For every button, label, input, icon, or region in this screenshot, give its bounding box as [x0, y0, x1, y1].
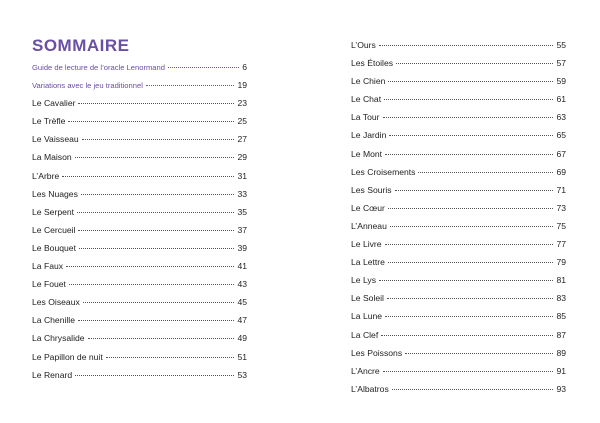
toc-entry-label: Les Croisements [351, 166, 416, 177]
toc-entry-page: 37 [237, 224, 247, 235]
toc-entry-label: L’Anneau [351, 220, 387, 231]
toc-entry-page: 47 [237, 315, 247, 326]
dot-leader [395, 190, 554, 191]
toc-entry[interactable] [351, 293, 566, 311]
toc-entry-label: L’Albatros [351, 383, 389, 394]
toc-entry-page: 81 [556, 275, 566, 286]
toc-entry-label: Le Serpent [32, 206, 75, 217]
toc-entry-label: La Faux [32, 261, 64, 272]
toc-entry-label: Le Cœur [351, 202, 385, 213]
toc-entry-label: Variations avec le jeu traditionnel [32, 81, 143, 91]
dot-leader [146, 85, 235, 86]
toc-entry-label: La Tour [351, 112, 380, 123]
toc-entry[interactable] [351, 221, 566, 239]
toc-entry[interactable] [351, 239, 566, 257]
toc-entry-label: Le Jardin [351, 130, 387, 141]
dot-leader [78, 320, 234, 321]
dot-leader [83, 302, 235, 303]
toc-entry[interactable] [32, 315, 247, 333]
toc-entry-label: Le Renard [32, 369, 73, 380]
dot-leader [69, 284, 235, 285]
toc-right-column [351, 40, 566, 402]
dot-leader [88, 338, 235, 339]
toc-entry[interactable] [351, 366, 566, 384]
toc-entry-page: 91 [556, 365, 566, 376]
dot-leader [379, 45, 554, 46]
toc-entry[interactable] [351, 185, 566, 203]
dot-leader [383, 117, 554, 118]
toc-entry-page: 51 [237, 351, 247, 362]
toc-entry-label: Les Étoiles [351, 58, 394, 69]
dot-leader [66, 266, 234, 267]
toc-entry[interactable] [351, 112, 566, 130]
toc-entry[interactable] [351, 167, 566, 185]
dot-leader [383, 371, 554, 372]
toc-entry[interactable] [351, 384, 566, 402]
toc-entry[interactable] [32, 98, 247, 116]
toc-entry-page: 55 [556, 40, 566, 50]
toc-entry-page: 49 [237, 333, 247, 344]
toc-entry-label: La Chenille [32, 315, 75, 326]
toc-entry-label: Les Nuages [32, 188, 78, 199]
dot-leader [379, 280, 553, 281]
toc-entry-label: La Lettre [351, 257, 385, 268]
dot-leader [387, 298, 553, 299]
dot-leader [168, 67, 239, 68]
toc-entry-page: 77 [556, 239, 566, 250]
toc-entry-label: Le Chien [351, 76, 386, 87]
dot-leader [388, 262, 554, 263]
toc-entry-label: Guide de lecture de l’oracle Lenormand [32, 63, 165, 72]
dot-leader [106, 357, 235, 358]
toc-entry-page: 27 [237, 134, 247, 145]
toc-entry-page: 25 [237, 116, 247, 127]
dot-leader [79, 248, 234, 249]
toc-entry[interactable] [351, 130, 566, 148]
dot-leader [81, 194, 235, 195]
toc-entry-label: Le Fouet [32, 279, 66, 290]
toc-entry-page: 83 [556, 293, 566, 304]
dot-leader [388, 81, 553, 82]
dot-leader [78, 103, 234, 104]
toc-entry-label: Le Trèfle [32, 116, 66, 127]
toc-entry-page: 41 [237, 261, 247, 272]
dot-leader [75, 375, 234, 376]
toc-entry-page: 79 [556, 257, 566, 268]
toc-entry-page: 71 [556, 184, 566, 195]
toc-entry[interactable] [32, 152, 247, 170]
toc-entry-page: 69 [556, 166, 566, 177]
dot-leader [78, 230, 234, 231]
toc-entry-page: 73 [556, 202, 566, 213]
toc-entry[interactable] [32, 352, 247, 370]
toc-entry-label: Le Mont [351, 148, 383, 159]
toc-entry-label: La Clef [351, 329, 379, 340]
dot-leader [392, 389, 554, 390]
dot-leader [68, 121, 234, 122]
toc-entry-page: 6 [242, 62, 247, 72]
dot-leader [75, 157, 235, 158]
toc-entry[interactable] [351, 275, 566, 293]
toc-entry-label: La Maison [32, 152, 72, 163]
toc-entry-page: 35 [237, 206, 247, 217]
toc-left-column [32, 62, 247, 388]
page-title: SOMMAIRE [32, 36, 130, 55]
toc-entry-label: Le Soleil [351, 293, 384, 304]
dot-leader [82, 139, 235, 140]
toc-entry[interactable] [351, 40, 566, 58]
toc-entry[interactable] [32, 134, 247, 152]
toc-entry-label: La Lune [351, 311, 383, 322]
toc-entry[interactable] [351, 257, 566, 275]
toc-entry-page: 53 [237, 369, 247, 380]
dot-leader [385, 154, 553, 155]
dot-leader [396, 63, 553, 64]
toc-entry[interactable] [32, 225, 247, 243]
toc-entry-page: 89 [556, 347, 566, 358]
dot-leader [390, 226, 554, 227]
toc-entry-page: 75 [556, 220, 566, 231]
toc-entry[interactable] [351, 330, 566, 348]
toc-entry[interactable] [351, 203, 566, 221]
dot-leader [389, 135, 553, 136]
toc-entry-page: 43 [237, 279, 247, 290]
toc-entry-page: 61 [556, 94, 566, 105]
toc-entry[interactable] [351, 348, 566, 366]
toc-entry-page: 31 [237, 170, 247, 181]
toc-entry-page: 85 [556, 311, 566, 322]
toc-entry[interactable] [32, 80, 247, 98]
dot-leader [385, 244, 554, 245]
toc-entry-page: 19 [237, 80, 247, 91]
toc-entry-page: 39 [237, 242, 247, 253]
toc-entry-page: 57 [556, 58, 566, 69]
toc-entry-page: 23 [237, 98, 247, 109]
dot-leader [418, 172, 553, 173]
toc-entry-page: 45 [237, 297, 247, 308]
toc-entry-page: 87 [556, 329, 566, 340]
dot-leader [62, 176, 234, 177]
toc-entry-label: Le Bouquet [32, 242, 76, 253]
dot-leader [77, 212, 234, 213]
toc-entry[interactable] [32, 207, 247, 225]
toc-entry-page: 29 [237, 152, 247, 163]
toc-entry[interactable] [32, 171, 247, 189]
dot-leader [384, 99, 553, 100]
dot-leader [405, 353, 553, 354]
toc-entry[interactable] [351, 94, 566, 112]
toc-entry[interactable] [32, 370, 247, 388]
toc-entry[interactable] [351, 311, 566, 329]
toc-entry-label: Le Papillon de nuit [32, 351, 103, 362]
toc-entry-label: Les Oiseaux [32, 297, 80, 308]
toc-entry-label: Le Vaisseau [32, 134, 79, 145]
toc-entry-label: Le Cavalier [32, 98, 76, 109]
toc-entry[interactable] [32, 333, 247, 351]
toc-entry[interactable] [32, 62, 247, 80]
toc-entry-label: Le Cercueil [32, 224, 76, 235]
toc-entry[interactable] [32, 279, 247, 297]
toc-entry[interactable] [32, 297, 247, 315]
dot-leader [388, 208, 554, 209]
toc-entry-label: L’Ours [351, 40, 376, 50]
toc-entry-label: La Chrysalide [32, 333, 85, 344]
toc-entry-page: 59 [556, 76, 566, 87]
toc-entry-label: Les Poissons [351, 347, 403, 358]
toc-entry[interactable] [32, 261, 247, 279]
toc-entry-page: 67 [556, 148, 566, 159]
toc-entry-label: Les Souris [351, 184, 392, 195]
toc-entry-label: L’Arbre [32, 170, 60, 181]
toc-entry[interactable] [32, 116, 247, 134]
dot-leader [381, 335, 553, 336]
toc-entry-page: 33 [237, 188, 247, 199]
toc-entry-label: L’Ancre [351, 365, 380, 376]
dot-leader [385, 316, 553, 317]
toc-entry[interactable] [351, 58, 566, 76]
toc-entry[interactable] [351, 76, 566, 94]
toc-entry-page: 65 [556, 130, 566, 141]
toc-entry-page: 93 [556, 383, 566, 394]
toc-entry[interactable] [351, 149, 566, 167]
toc-entry-label: Le Livre [351, 239, 382, 250]
toc-entry-label: Le Chat [351, 94, 382, 105]
toc-entry[interactable] [32, 243, 247, 261]
toc-entry[interactable] [32, 189, 247, 207]
toc-entry-page: 63 [556, 112, 566, 123]
toc-entry-label: Le Lys [351, 275, 377, 286]
